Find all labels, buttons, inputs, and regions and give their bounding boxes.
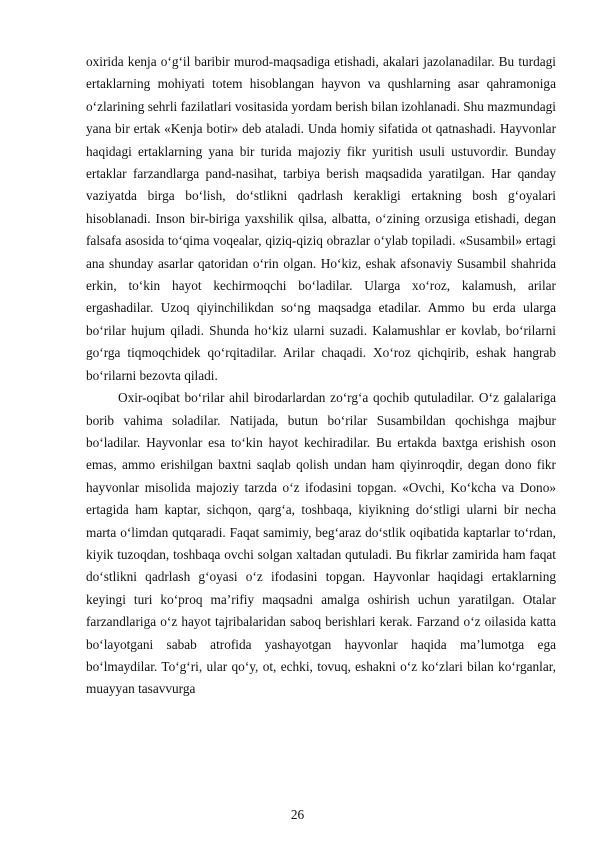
paragraph-2: Oxir-oqibat bo‘rilar ahil birodarlardan zo‘rg‘a qochib qutuladilar. O‘z galalariga borib vahima soladilar. Natijada, butun bo‘rilar Susambildan qochishga majbur bo‘ladilar. Hayvonlar esa to‘kin hayot kechiradilar. Bu ertakda baxtga erishish oson emas, ammo erishilgan baxtni saqlab qolish undan ham qiyinroqdir, degan dono fikr hayvonlar misolida majoziy tarzda o‘z ifodasini topgan. «Ovchi, Ko‘kcha va Dono» ertagida ham kaptar, sichqon, qarg‘a, toshbaqa, kiyikning do‘stligi ularni bir necha marta o‘limdan qutqaradi. Faqat samimiy, beg‘araz do‘stlik oqibatida kaptarlar to‘rdan, kiyik tuzoqdan, toshbaqa ovchi solgan xaltadan qutuladi. Bu fikrlar zamirida ham faqat do‘stlikni qadrlash g‘oyasi o‘z ifodasini topgan. Hayvonlar haqidagi ertaklarning keyingi turi ko‘proq ma’rifiy maqsadni amalga oshirish uchun yaratilgan. Otalar farzandlariga o‘z hayot tajribalaridan saboq berishlari kerak. Farzand o‘z oilasida katta bo‘layotgani sabab atrofida yashayotgan hayvonlar haqida ma’lumotga ega bo‘lmaydilar. To‘g‘ri, ular qo‘y, ot, echki, tovuq, eshakni o‘z ko‘zlari bilan ko‘rganlar, muayyan tasavvurga [86, 390, 556, 697]
page-number: 26 [290, 807, 305, 822]
document-body [86, 51, 556, 701]
paragraph-1: oxirida kenja o‘g‘il baribir murod-maqsadiga etishadi, akalari jazolanadilar. Bu turdagi ertaklarning mohiyati totem hisoblangan hayvon va qushlarning asar qahramoniga o‘zlarining sehrli fazilatlari vositasida yordam berish bilan izohlanadi. Shu mazmundagi yana bir ertak «Kenja botir» deb ataladi. Unda homiy sifatida ot qatnashadi. Hayvonlar haqidagi ertaklarning yana bir turida majoziy fikr yuritish usuli ustuvordir. Bunday ertaklar farzandlarga pand-nasihat, tarbiya berish maqsadida yaratilgan. Har qanday vaziyatda birga bo‘lish, do‘stlikni qadrlash kerakligi ertakning bosh g‘oyalari hisoblanadi. Inson bir-biriga yaxshilik qilsa, albatta, o‘zining orzusiga etishadi, degan falsafa asosida to‘qima voqealar, qiziq-qiziq obrazlar o‘ylab topiladi. «Susambil» ertagi ana shunday asarlar qatoridan o‘rin olgan. Ho‘kiz, eshak afsonaviy Susambil shahrida erkin, to‘kin hayot kechirmoqchi bo‘ladilar. Ularga xo‘roz, kalamush, arilar ergashadilar. Uzoq qiyinchilikdan so‘ng maqsadga etadilar. Ammo bu erda ularga bo‘rilar hujum qiladi. Shunda ho‘kiz ularni suzadi. Kalamushlar er kovlab, bo‘rilarni go‘rga tiqmoqchidek qo‘rqitadilar. Arilar chaqadi. Xo‘roz qichqirib, eshak hangrab bo‘rilarni bezovta qiladi. [86, 54, 556, 383]
